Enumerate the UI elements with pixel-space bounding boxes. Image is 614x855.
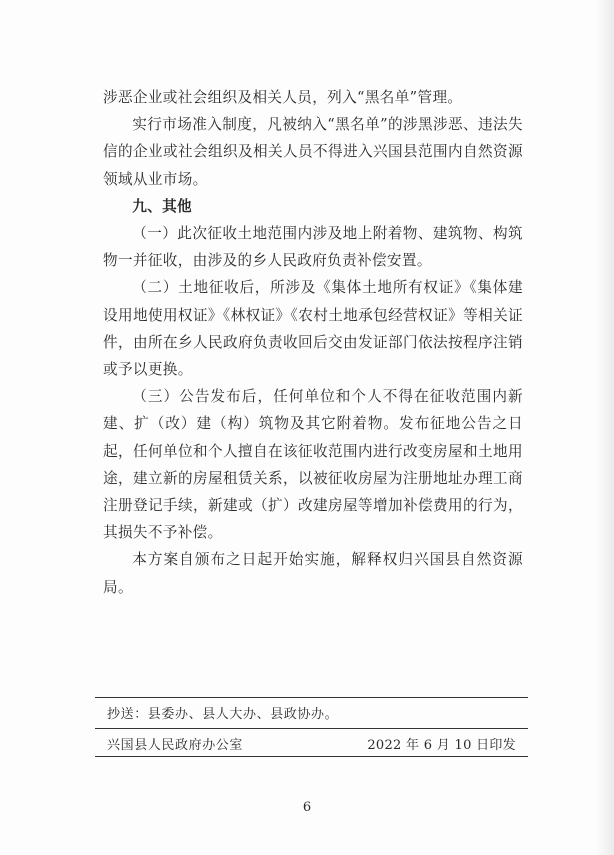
cc-line: 抄送：县委办、县人大办、县政协办。 <box>107 707 339 722</box>
issuing-office: 兴国县人民政府办公室 <box>107 738 244 753</box>
footer-rule-top <box>95 697 528 698</box>
paragraph-item-3: （三）公告发布后，任何单位和个人不得在征收范围内新建、扩（改）建（构）筑物及其它附着物。发布征地公告之日起，任何单位和个人擅自在该征收范围内进行改变房屋和土地用途，建立新的房屋租赁关系，以被征收房屋为注册地址办理工商注册登记手续，新建或（扩）改建房屋等增加补偿费用的行为，其损失不予补偿。 <box>103 388 523 542</box>
paragraph-market-access: 实行市场准入制度，凡被纳入“黑名单”的涉黑涉恶、违法失信的企业或社会组织及相关人员不得进入兴国县范围内自然资源领域从业市场。 <box>103 116 523 188</box>
page-number: 6 <box>302 800 312 815</box>
footer-rule-middle <box>95 728 528 729</box>
issue-date: 2022 年 6 月 10 日印发 <box>367 738 516 753</box>
section-heading-other: 九、其他 <box>132 197 192 215</box>
footer-rule-bottom <box>95 756 528 757</box>
paragraph-item-2: （二）土地征收后，所涉及《集体土地所有权证》《集体建设用地使用权证》《林权证》《农村土地承包经营权证》等相关证件，由所在乡人民政府负责收回后交由发证部门依法按程序注销或予以更换。 <box>103 279 523 379</box>
page-edge-shadow <box>596 0 614 855</box>
paragraph-effective: 本方案自颁布之日起开始实施，解释权归兴国县自然资源局。 <box>103 551 523 596</box>
paragraph-item-1: （一）此次征收土地范围内涉及地上附着物、建筑物、构筑物一并征收，由涉及的乡人民政府负责补偿安置。 <box>103 225 523 270</box>
paragraph-continuation: 涉恶企业或社会组织及相关人员，列入“黑名单”管理。 <box>103 89 463 106</box>
document-body <box>103 84 523 601</box>
